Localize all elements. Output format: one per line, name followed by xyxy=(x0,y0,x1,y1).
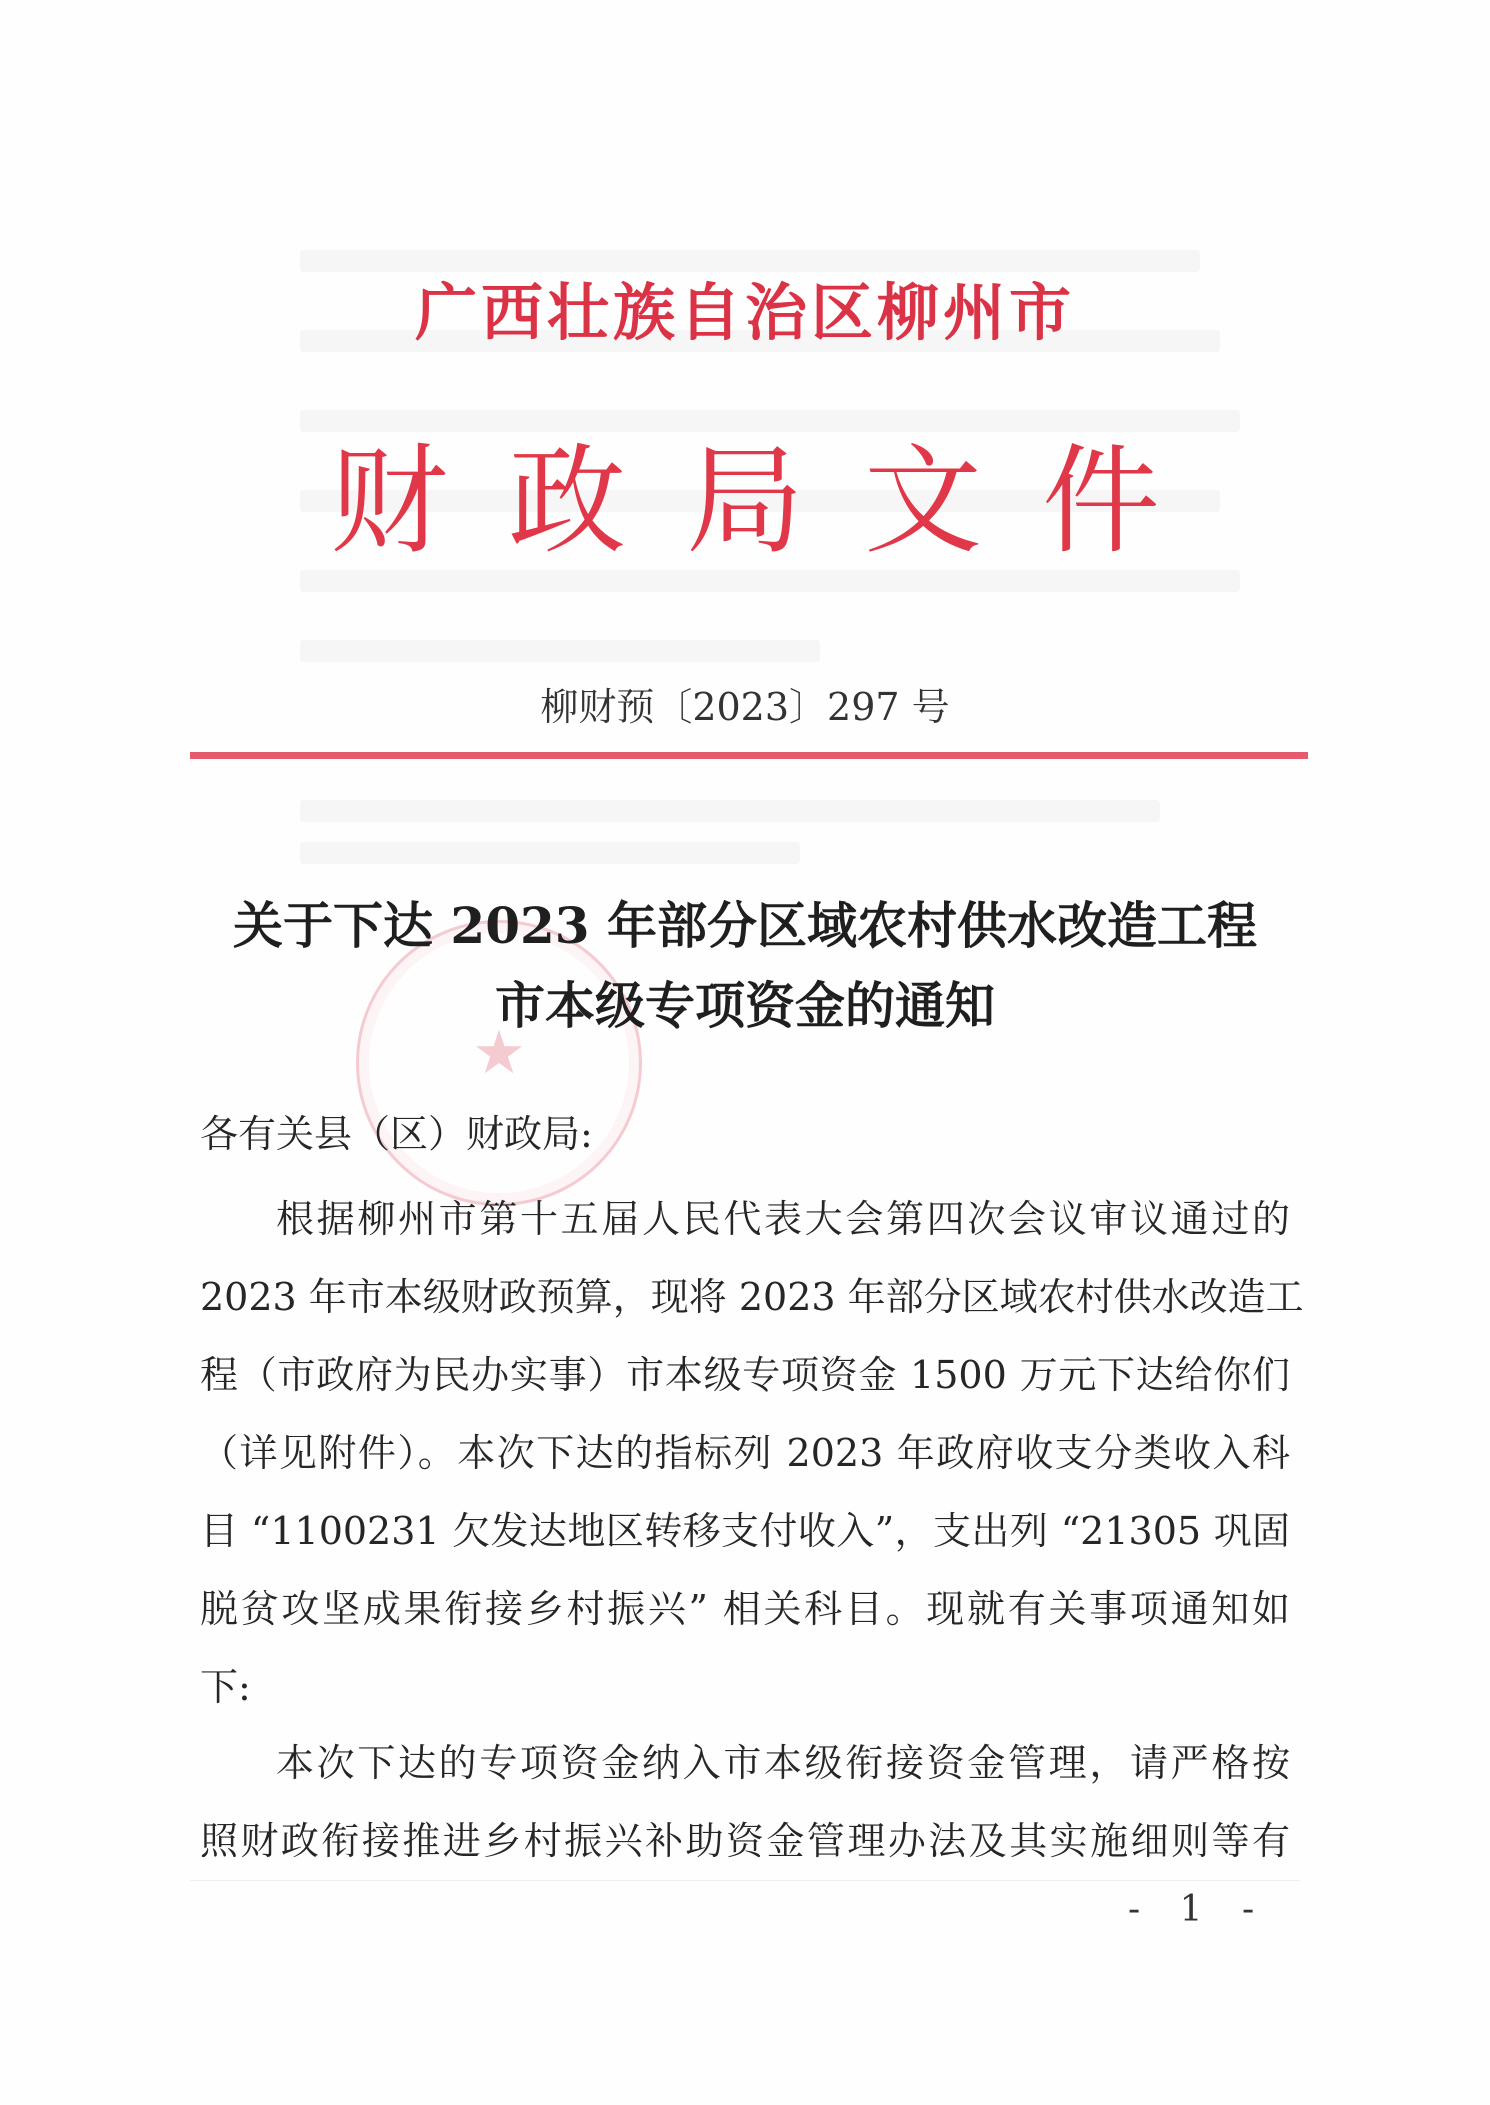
header-red-rule xyxy=(190,752,1308,759)
paragraph-1-line: 目 “1100231 欠发达地区转移支付收入”，支出列 “21305 巩固 xyxy=(200,1509,1290,1553)
paragraph-1-line: （详见附件）。本次下达的指标列 2023 年政府收支分类收入科 xyxy=(200,1431,1290,1475)
paragraph-1-line: 根据柳州市第十五届人民代表大会第四次会议审议通过的 xyxy=(276,1197,1290,1241)
bleed-through-texture xyxy=(300,800,1160,822)
document-number: 柳财预〔2023〕297 号 xyxy=(540,685,950,729)
issuing-org-name: 广西壮族自治区柳州市 xyxy=(414,276,1075,349)
notice-title xyxy=(0,886,1490,1046)
bleed-through-texture xyxy=(300,250,1200,272)
paragraph-2-line: 照财政衔接推进乡村振兴补助资金管理办法及其实施细则等有 xyxy=(200,1819,1290,1863)
notice-title-line-2: 市本级专项资金的通知 xyxy=(495,976,995,1035)
page-number: - 1 - xyxy=(1128,1889,1269,1930)
notice-title-line-1: 关于下达 2023 年部分区域农村供水改造工程 xyxy=(233,896,1257,955)
paragraph-1-line: 2023 年市本级财政预算，现将 2023 年部分区域农村供水改造工 xyxy=(200,1275,1304,1319)
paragraph-2-line: 本次下达的专项资金纳入市本级衔接资金管理，请严格按 xyxy=(276,1741,1290,1785)
bleed-through-texture xyxy=(300,842,800,864)
seal-star-icon: ★ xyxy=(472,1018,526,1088)
footer-faint-rule xyxy=(190,1880,1300,1881)
document-header-title: 财政局文件 xyxy=(329,432,1220,570)
paragraph-1-line: 脱贫攻坚成果衔接乡村振兴” 相关科目。现就有关事项通知如 xyxy=(200,1587,1290,1631)
bleed-through-texture xyxy=(300,410,1240,432)
bleed-through-texture xyxy=(300,640,820,662)
bleed-through-texture xyxy=(300,570,1240,592)
salutation: 各有关县（区）财政局: xyxy=(200,1112,593,1156)
paragraph-1-line: 下: xyxy=(200,1665,251,1709)
paragraph-1-line: 程（市政府为民办实事）市本级专项资金 1500 万元下达给你们 xyxy=(200,1353,1290,1397)
